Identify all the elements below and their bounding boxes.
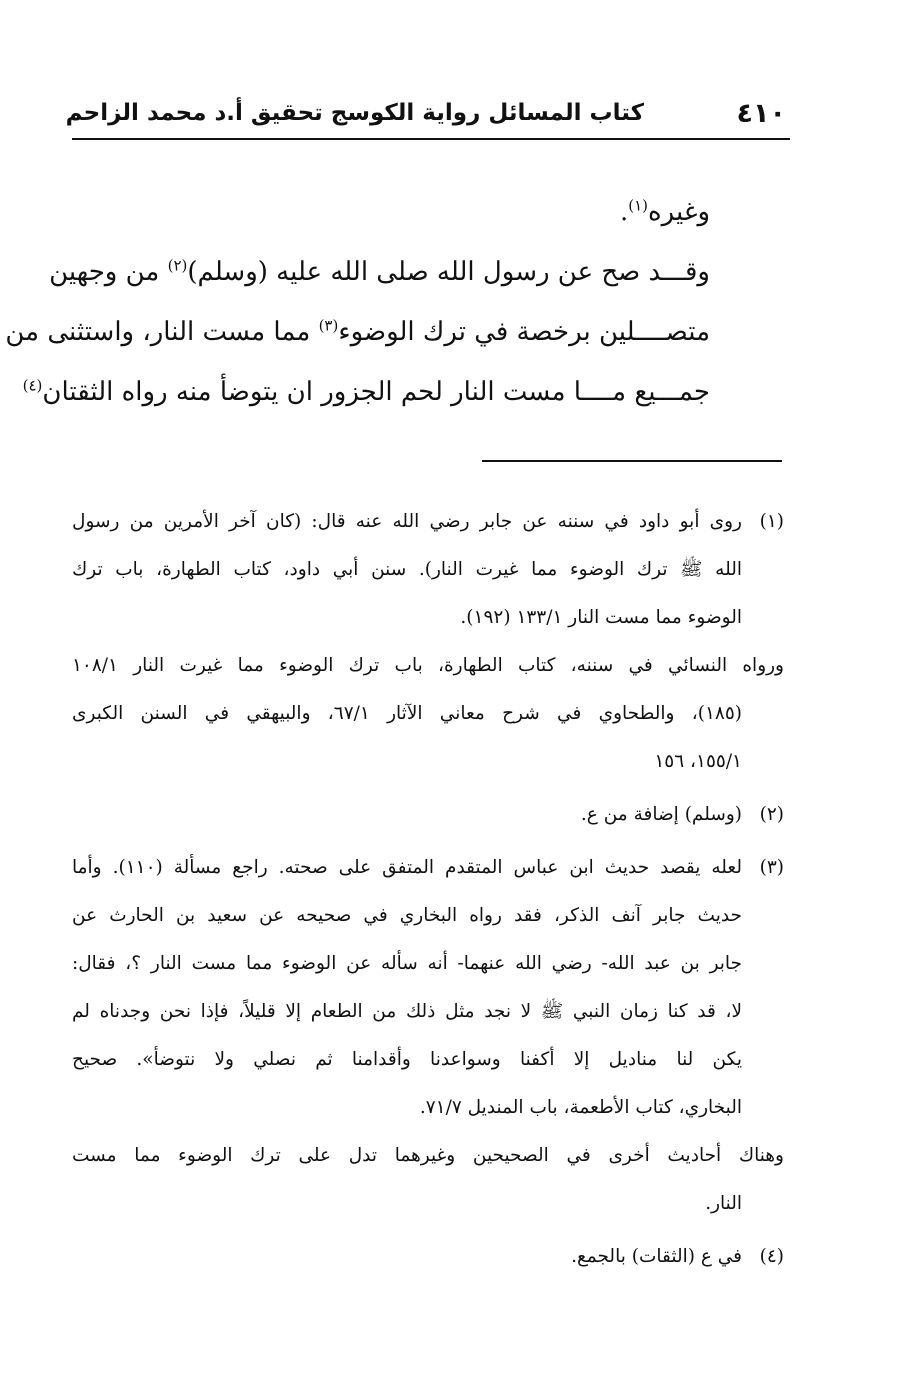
running-title: كتاب المسائل رواية الكوسج تحقيق أ.د محمد الزاحم <box>65 100 644 126</box>
footnote-line: في ع (الثقات) بالجمع. <box>571 1246 742 1267</box>
footnote-line: لا، قد كنا زمان النبي ﷺ لا نجد مثل ذلك من الطعام إلا قليلاً، فإذا نحن وجدناه لم <box>72 1001 742 1022</box>
footnote-body <box>72 844 742 1132</box>
main-line: وغيره$^{(١)}$. <box>619 196 710 227</box>
footnote-line: ورواه النسائي في سننه، كتاب الطهارة، باب ترك الوضوء مما غيرت النار ١٠٨/١ <box>72 655 784 676</box>
page-number: ٤١٠ <box>736 98 786 129</box>
footnote-line: وهناك أحاديث أخرى في الصحيحين وغيرهما تدل على ترك الوضوء مما مست <box>72 1145 784 1166</box>
footnote-line: الله ﷺ ترك الوضوء مما غيرت النار). سنن أبي داود، كتاب الطهارة، باب ترك <box>72 559 742 580</box>
page-header <box>65 96 790 140</box>
footnote-line: (١٨٥)، والطحاوي في شرح معاني الآثار ٦٧/١، والبيهقي في السنن الكبرى <box>72 703 742 724</box>
footnote-line: البخاري، كتاب الأطعمة، باب المنديل ٧١/٧. <box>419 1097 742 1118</box>
footnote-ref[interactable]: (١) <box>628 196 649 215</box>
footnote-line: روى أبو داود في سننه عن جابر رضي الله عنه قال: (كان آخر الأمرين من رسول <box>72 511 742 532</box>
footnote-line: لعله يقصد حديث ابن عباس المتقدم المتفق على صحته. راجع مسألة (١١٠). وأما <box>72 857 742 878</box>
footnote-3 <box>72 844 784 1228</box>
footnote-line: الوضوء مما مست النار ١٣٣/١ (١٩٢). <box>460 607 742 628</box>
footnote-2 <box>72 791 784 839</box>
footnote-ref[interactable]: (٣) <box>318 316 339 335</box>
footnote-ref[interactable]: (٤) <box>22 376 43 395</box>
footnote-body <box>72 791 742 839</box>
footnotes <box>72 498 784 1286</box>
footnote-line: يكن لنا مناديل إلا أكفنا وسواعدنا وأقدامنا ثم نصلي ولا نتوضأ». صحيح <box>72 1049 742 1070</box>
footnote-line: حديث جابر آنف الذكر، فقد رواه البخاري في صحيحه عن سعيد بن الحارث عن <box>72 905 742 926</box>
footnote-number: (٢) <box>759 804 784 825</box>
main-line: جمـــيع مــــا مست النار لحم الجزور ان يتوضأ منه رواه الثقتان$^{(٤)}$ <box>22 376 710 407</box>
main-text <box>5 186 710 426</box>
footnote-line: النار. <box>705 1193 742 1214</box>
footnote-separator <box>482 460 782 462</box>
footnote-continuation <box>72 642 784 786</box>
footnote-continuation <box>72 1132 784 1228</box>
main-line: وقـــد صح عن رسول الله صلى الله عليه (وسلم)$^{(٢)}$ من وجهين <box>49 256 710 287</box>
footnote-body <box>72 498 742 642</box>
footnote-4 <box>72 1233 784 1281</box>
main-line: متصــــلين برخصة في ترك الوضوء$^{(٣)}$ مما مست النار، واستثنى من <box>5 316 710 347</box>
footnote-line: (وسلم) إضافة من ع. <box>580 804 742 825</box>
footnote-line: ١٥٥/١، ١٥٦ <box>654 751 742 772</box>
footnote-number: (٣) <box>759 857 784 878</box>
footnote-number: (٤) <box>759 1246 784 1267</box>
footnote-1 <box>72 498 784 786</box>
footnote-number: (١) <box>759 511 784 532</box>
footnote-body <box>72 1233 742 1281</box>
footnote-line: جابر بن عبد الله- رضي الله عنهما- أنه سأله عن الوضوء مما مست النار ؟، فقال: <box>72 953 742 974</box>
footnote-ref[interactable]: (٢) <box>167 256 188 275</box>
footnote-body <box>72 642 784 786</box>
